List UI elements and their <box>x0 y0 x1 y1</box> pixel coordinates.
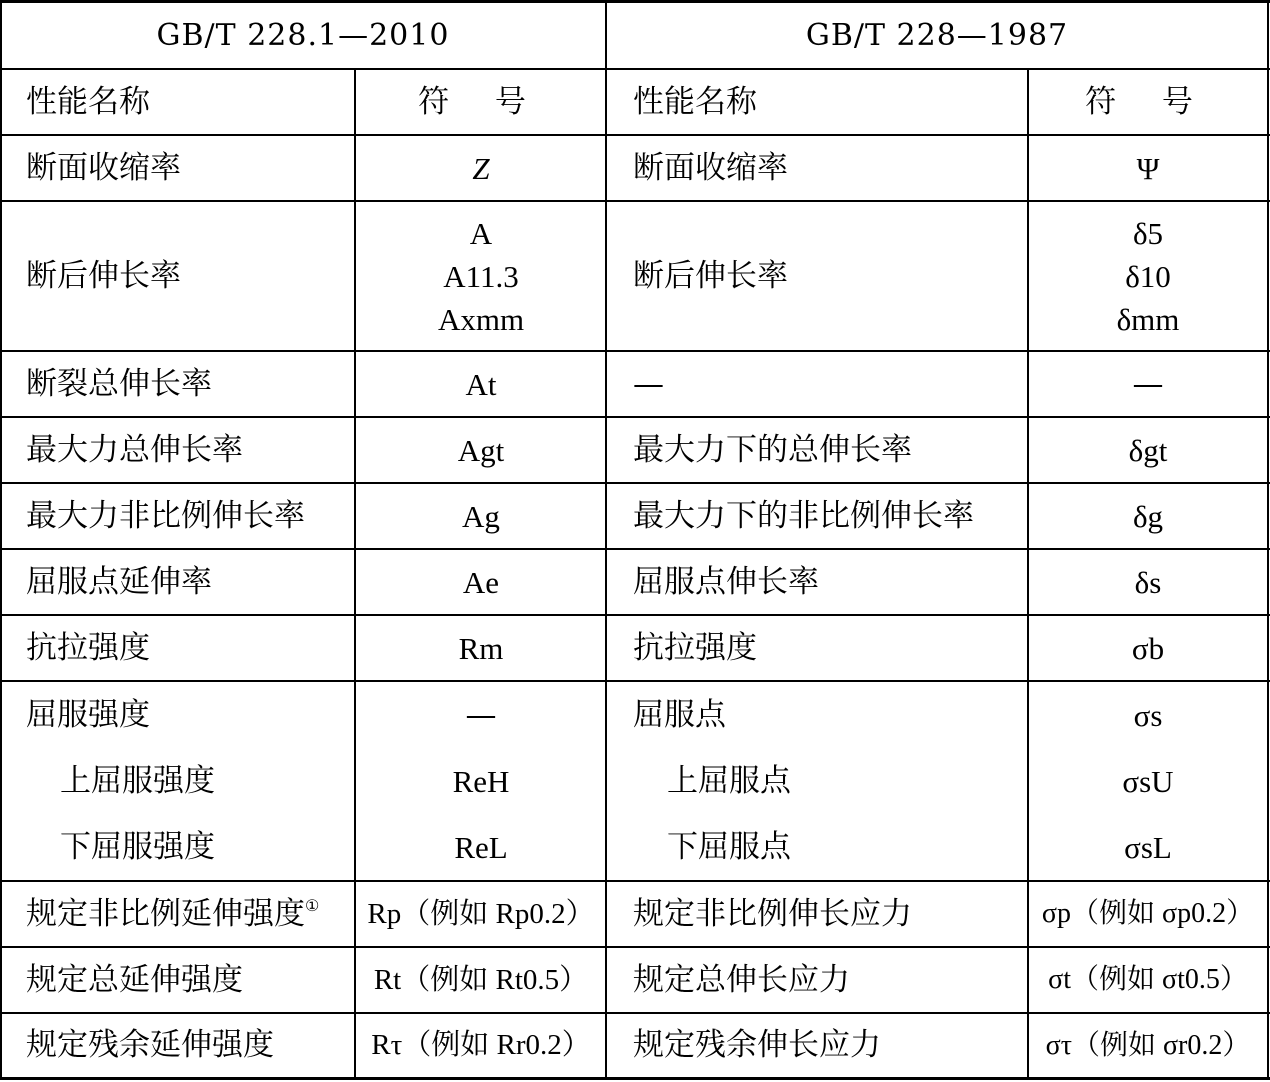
column-header-property-old: 性能名称 <box>633 83 757 120</box>
cell-new-symbol: Rm <box>458 630 504 666</box>
cell-old-name: 规定残余伸长应力 <box>633 1027 881 1063</box>
cell-old-symbol: σsL <box>1124 829 1172 865</box>
cell-new-symbol: ReL <box>454 829 508 865</box>
cell-old-name: 抗拉强度 <box>633 629 757 666</box>
cell-new-name: 最大力总伸长率 <box>26 431 243 468</box>
cell-old-symbol: δs <box>1134 564 1162 600</box>
cell-new-symbol: At <box>465 366 497 402</box>
cell-old-name: 断后伸长率 <box>633 257 788 294</box>
cell-new-symbol: Rp（例如 Rp0.2） <box>367 897 595 930</box>
cell-old-symbol: σs <box>1133 697 1163 733</box>
cell-old-name: 断面收缩率 <box>633 149 788 186</box>
symbol-line: Axmm <box>437 301 525 337</box>
cell-old-symbol: δg <box>1132 498 1164 534</box>
rule-right <box>1267 0 1269 1080</box>
cell-new-name: 屈服强度 <box>26 696 150 733</box>
cell-new-symbol: Ag <box>462 498 500 534</box>
cell-new-symbol: — <box>465 696 497 733</box>
cell-old-name: 规定总伸长应力 <box>633 961 850 998</box>
cell-new-name: 最大力非比例伸长率 <box>26 497 305 534</box>
cell-new-name: 规定残余延伸强度 <box>26 1027 274 1063</box>
name-text: 规定非比例延伸强度 <box>26 895 305 932</box>
cell-new-symbol: Agt <box>457 432 505 468</box>
cell-new-symbol: ReH <box>452 763 510 799</box>
cell-new-name: 下屈服强度 <box>60 828 215 865</box>
cell-old-symbol: σt（例如 σt0.5） <box>1048 964 1248 995</box>
column-header-symbol-new: 符 号 <box>418 83 544 120</box>
symbol-line: δmm <box>1116 301 1180 337</box>
cell-new-symbol: Rt（例如 Rt0.5） <box>373 963 589 996</box>
column-header-symbol-old: 符 号 <box>1085 83 1211 120</box>
cell-new-name <box>0 882 355 946</box>
cell-old-name: 规定非比例伸长应力 <box>633 895 912 932</box>
rule-bottom <box>0 1077 1270 1080</box>
cell-new-name: 屈服点延伸率 <box>26 563 212 600</box>
header-old-standard: GB/T 228—1987 <box>805 17 1069 53</box>
cell-old-symbol: Ψ <box>1136 150 1160 186</box>
cell-new-symbol <box>356 202 606 350</box>
cell-old-name: 最大力下的非比例伸长率 <box>633 497 974 534</box>
cell-old-symbol: σsU <box>1122 763 1174 799</box>
cell-old-name: 上屈服点 <box>667 762 791 799</box>
cell-new-name: 断裂总伸长率 <box>26 365 212 402</box>
cell-old-name: 最大力下的总伸长率 <box>633 431 912 468</box>
cell-old-name: 屈服点伸长率 <box>633 563 819 600</box>
cell-old-name: 屈服点 <box>633 696 726 733</box>
cell-new-symbol: Rτ（例如 Rr0.2） <box>371 1029 591 1061</box>
header-new-standard: GB/T 228.1—2010 <box>156 17 450 53</box>
cell-new-name: 断后伸长率 <box>26 257 181 294</box>
cell-old-name: — <box>633 365 664 402</box>
symbol-line: δ5 <box>1132 215 1164 251</box>
symbol-line: A <box>469 215 493 251</box>
cell-new-name: 上屈服强度 <box>60 762 215 799</box>
column-header-property-new: 性能名称 <box>26 83 150 120</box>
cell-old-symbol: σb <box>1131 630 1165 666</box>
footnote-marker: ① <box>305 896 320 915</box>
cell-old-symbol: στ（例如 σr0.2） <box>1045 1029 1251 1061</box>
cell-new-symbol: Z <box>472 150 490 186</box>
cell-new-symbol: Ae <box>462 564 500 600</box>
cell-new-name: 规定总延伸强度 <box>26 961 243 998</box>
cell-old-name: 下屈服点 <box>667 828 791 865</box>
cell-old-symbol: σp（例如 σp0.2） <box>1041 898 1255 929</box>
symbol-line: δ10 <box>1125 258 1171 294</box>
cell-new-name: 断面收缩率 <box>26 149 181 186</box>
symbol-line: A11.3 <box>443 258 519 294</box>
cell-old-symbol: δgt <box>1128 432 1168 468</box>
cell-old-symbol <box>1029 202 1267 350</box>
cell-old-symbol: — <box>1132 365 1164 402</box>
cell-new-name: 抗拉强度 <box>26 629 150 666</box>
